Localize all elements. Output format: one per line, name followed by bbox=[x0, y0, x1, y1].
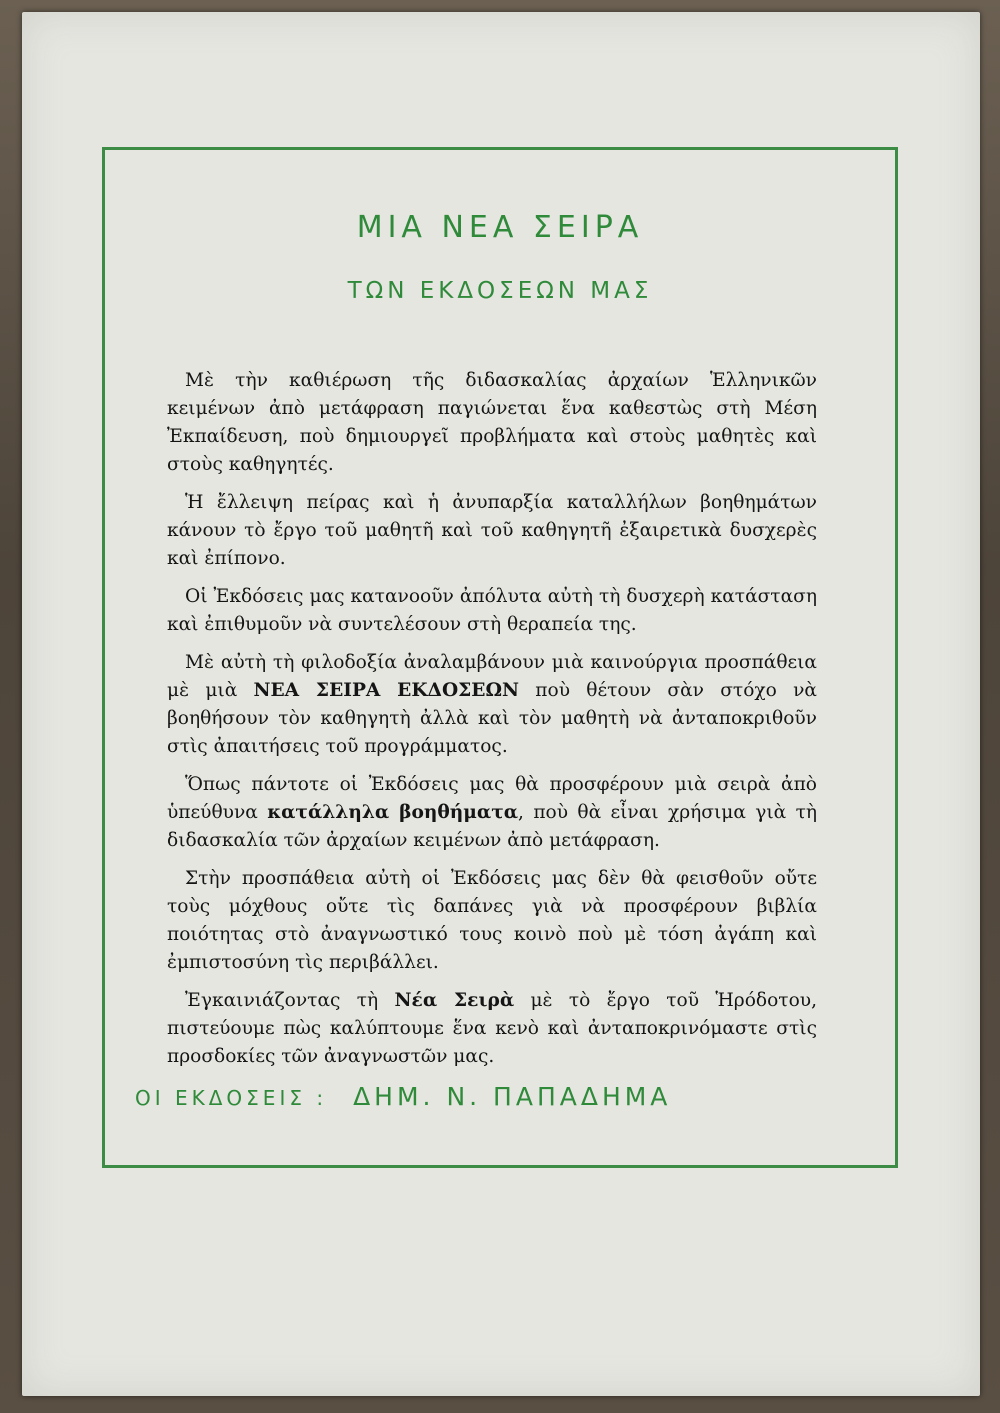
paragraph-3: Οἱ Ἐκδόσεις μας κατανοοῦν ἀπόλυτα αὐτὴ τὴ δυσχερὴ κατάσταση καὶ ἐπιθυμοῦν νὰ συντελέσουν στὴ θεραπεία της. bbox=[167, 586, 817, 635]
paragraph-4-emphasis: ΝΕΑ ΣΕΙΡΑ ΕΚΔΟΣΕΩΝ bbox=[253, 680, 520, 701]
paragraph-1: Μὲ τὴν καθιέρωση τῆς διδασκαλίας ἀρχαίων Ἑλληνικῶν κειμένων ἀπὸ μετάφραση παγιώνεται ἕνα καθεστὼς στὴ Μέση Ἐκπαίδευση, ποὺ δημιουργεῖ προβλήματα καὶ στοὺς μαθητὲς καὶ στοὺς καθηγητές. bbox=[167, 370, 817, 475]
paragraph-7-end: μὲ τὸ ἔργο τοῦ Ἡρόδοτου, πιστεύουμε πὼς καλύπτουμε ἕνα κενὸ καὶ ἀνταποκρινόμαστε στὶς προσδοκίες τῶν ἀναγνωστῶν μας. bbox=[167, 990, 817, 1067]
paragraph-5-start: Ὅπως πάντοτε οἱ Ἐκδόσεις μας θὰ προσφέρουν μιὰ σειρὰ ἀπὸ ὑπεύθυνα bbox=[167, 774, 817, 823]
publisher-line bbox=[135, 1082, 875, 1111]
paragraph-6: Στὴν προσπάθεια αὐτὴ οἱ Ἐκδόσεις μας δὲν θὰ φεισθοῦν οὔτε τοὺς μόχθους οὔτε τὶς δαπάνες γιὰ νὰ προσφέρουν βιβλία ποιότητας στὸ ἀναγνωστικό τους κοινὸ ποὺ μὲ τόση ἀγάπη καὶ ἐμπιστοσύνη τὶς περιβάλλει. bbox=[167, 868, 817, 973]
series-title: ΜΙΑ ΝΕΑ ΣΕΙΡΑ bbox=[356, 210, 644, 245]
paragraph-7 bbox=[167, 987, 817, 1071]
book-back-cover bbox=[22, 12, 980, 1396]
paragraph-5-end: , ποὺ θὰ εἶναι χρήσιμα γιὰ τὴ διδασκαλία τῶν ἀρχαίων κειμένων ἀπὸ μετάφραση. bbox=[167, 802, 818, 851]
paragraph-4-start: Μὲ αὐτὴ τὴ φιλοδοξία ἀναλαμβάνουν μιὰ καινούργια προσπάθεια μὲ μιὰ bbox=[167, 652, 817, 701]
paragraph-4 bbox=[167, 649, 817, 761]
publisher-label: ΟΙ ΕΚΔΟΣΕΙΣ : bbox=[135, 1086, 328, 1110]
publisher-name: ΔΗΜ. Ν. ΠΑΠΑΔΗΜΑ bbox=[353, 1082, 672, 1111]
paragraph-2: Ἡ ἔλλειψη πείρας καὶ ἡ ἀνυπαρξία καταλλήλων βοηθημάτων κάνουν τὸ ἔργο τοῦ μαθητῆ καὶ τοῦ καθηγητῆ ἐξαιρετικὰ δυσχερὲς καὶ ἐπίπονο. bbox=[167, 492, 817, 569]
paragraph-4-end: ποὺ θέτουν σὰν στόχο νὰ βοηθήσουν τὸν καθηγητὴ ἀλλὰ καὶ τὸν μαθητὴ νὰ ἀνταποκριθοῦν στὶς ἀπαιτήσεις τοῦ προγράμματος. bbox=[167, 680, 817, 757]
green-border-frame bbox=[102, 147, 898, 1168]
paragraph-7-emphasis: Νέα Σειρὰ bbox=[394, 990, 515, 1011]
paragraph-5-emphasis: κατάλληλα βοηθήματα bbox=[267, 802, 519, 823]
paragraph-5 bbox=[167, 771, 817, 855]
series-subtitle: ΤΩΝ ΕΚΔΟΣΕΩΝ ΜΑΣ bbox=[347, 278, 653, 304]
paragraph-7-start: Ἐγκαινιάζοντας τὴ bbox=[185, 990, 395, 1011]
announcement-text bbox=[167, 367, 817, 1081]
